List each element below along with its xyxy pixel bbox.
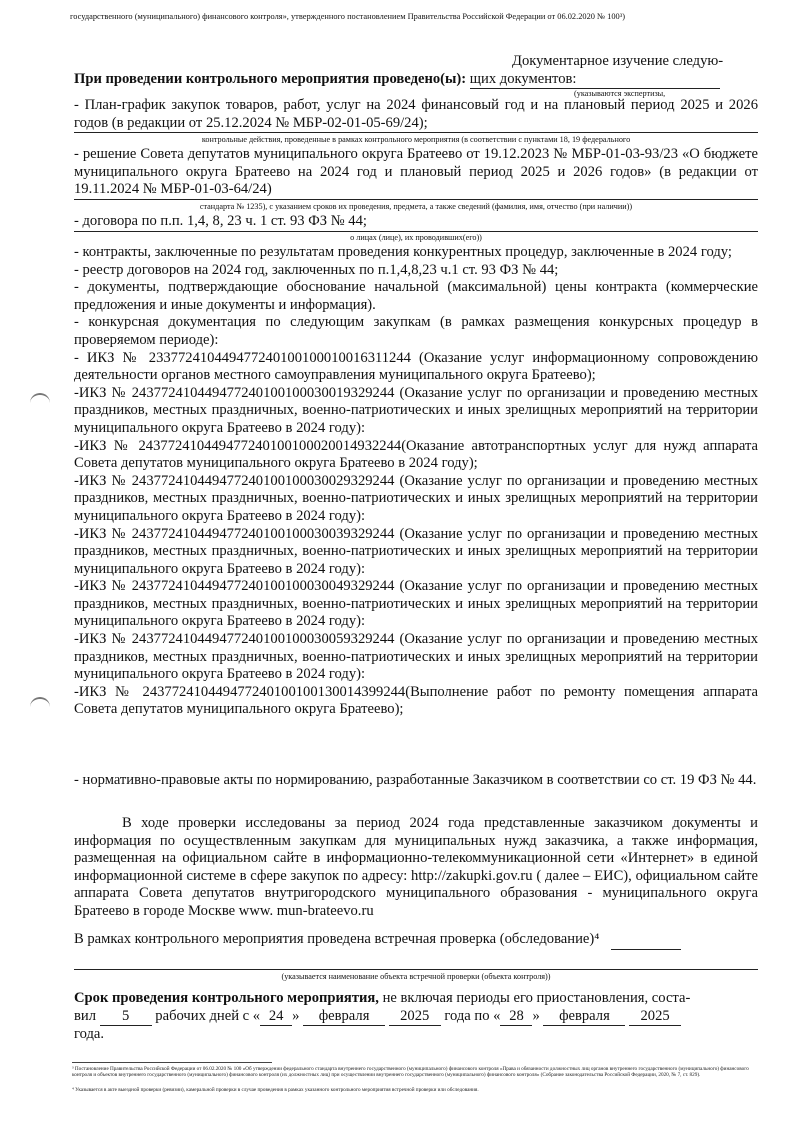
- hint-control-actions: контрольные действия, проведенные в рамках контрольного мероприятия (в соответствии с пунктами 18, 19 федерального: [201, 135, 631, 144]
- hint-expertise: (указываются экспертизы,: [574, 89, 666, 99]
- period-section: [74, 990, 758, 1044]
- period-days-text: рабочих дней с «: [155, 1007, 261, 1024]
- punch-hole-mark: [30, 697, 50, 709]
- intro-right-line1: Документарное изучение следую-: [512, 53, 724, 69]
- counter-check-text: В рамках контрольного мероприятия проведена встречная проверка (обследование)⁴: [74, 931, 600, 947]
- footnote-separator: [72, 1062, 272, 1063]
- period-from-day: 24: [260, 1008, 292, 1027]
- period-from-year: 2025: [389, 1008, 441, 1027]
- footnote-4: ⁴ Указывается в акте выездной проверки (ревизии), камеральной проверки в случае проведения в рамках указанного контрольного мероприятия встречной проверки или обследования.: [72, 1087, 479, 1093]
- item-plan-schedule: - План-график закупок товаров, работ, услуг на 2024 финансовый год и на плановый период 2025 и 2026 годов (в редакции от 25.12.2024 № МБР-02-01-05-69/24);: [74, 97, 758, 133]
- period-rest: не включая периоды его приостановления, соста-: [378, 990, 691, 1006]
- period-vil: вил: [74, 1007, 96, 1024]
- list-item: - конкурсная документация по следующим закупкам (в рамках размещения конкурсных процедур в проверяемом периоде):: [74, 314, 758, 348]
- list-item: -ИКЗ № 243772410449477240100100130014399244(Выполнение работ по ремонту помещения аппарата Совета депутатов муниципального округа Братеево);: [74, 683, 758, 718]
- list-item: - контракты, заключенные по результатам проведения конкурентных процедур, заключенные в 2024 году;: [74, 244, 732, 260]
- list-item: -ИКЗ № 243772410449477240100100030059329244 (Оказание услуг по организации и проведению местных праздников, местных праздничных, военно-патриотических и иных зрелищных мероприятий на территории муниципального округа Братеево в 2024 году):: [74, 631, 758, 683]
- item-contracts-93: - договора по п.п. 1,4, 8, 23 ч. 1 ст. 93 ФЗ № 44;: [74, 213, 758, 232]
- counter-check-line: [74, 931, 758, 950]
- list-item: - реестр договоров на 2024 год, заключенных по п.1,4,8,23 ч.1 ст. 93 ФЗ № 44;: [74, 261, 559, 278]
- period-end: года.: [74, 1026, 105, 1043]
- punch-hole-mark: [30, 393, 50, 405]
- hint-standard: стандарта № 1235), с указанием сроков их проведения, предмета, а также сведений (фамилия, имя, отчество (при наличии)): [199, 202, 633, 211]
- hint-persons: о лицах (лице), их проводивших(его)): [350, 233, 482, 242]
- period-to-month: февраля: [543, 1008, 625, 1027]
- intro-right-line2: щих документов:: [470, 71, 720, 90]
- hint-counter-object: (указывается наименование объекта встречной проверки (объекта контроля)): [281, 972, 551, 981]
- period-line2: [74, 1008, 758, 1027]
- period-bold: Срок проведения контрольного мероприятия,: [74, 990, 379, 1006]
- period-line1: [74, 990, 758, 1008]
- list-item: - документы, подтверждающие обоснование начальной (максимальной) цены контракта (коммерческие предложения и иные документы и информация).: [74, 279, 758, 313]
- period-quote1: »: [292, 1007, 300, 1024]
- normative-acts: - нормативно-правовые акты по нормированию, разработанные Заказчиком в соответствии со ст. 19 ФЗ № 44.: [74, 772, 757, 788]
- intro-line2: [74, 71, 758, 90]
- period-from-month: февраля: [303, 1008, 385, 1027]
- footnote-3: ³ Постановление Правительства Российской Федерации от 06.02.2020 № 100 «Об утверждении федерального стандарта внутреннего государственного (муниципального) финансового контроля «Права и обязанности должностных лиц органов внутреннего государственного (муниципального) финансового контроля и объектов внутреннего государственного (муниципального) финансового контроля (их должностных лиц) при осуществлении внутреннего государственного (муниципального) финансового контроля» (Собрание законодательства Российской Федерации, 2020, № 7, ст. 829).: [72, 1066, 749, 1079]
- list-item: -ИКЗ № 243772410449477240100100030029329244 (Оказание услуг по организации и проведению местных праздников, местных праздничных, военно-патриотических и иных зрелищных мероприятий на территории муниципального округа Братеево в 2024 году):: [74, 472, 758, 524]
- list-item: - ИКЗ № 233772410449477240100100010016311244 (Оказание услуг информационному сопровождению деятельности органов местного самоуправления муниципального округа Братеево);: [74, 349, 758, 384]
- main-paragraph: В ходе проверки исследованы за период 2024 года представленные заказчиком документы и информация по осуществленным закупкам для муниципальных нужд заказчика, а также информация, размещенная на официальном сайте в информационно-телекоммуникационной сети «Интернет» в единой информационной системе в сфере закупок по адресу: http://zakupki.gov.ru ( далее – ЕИС), официальном сайте аппарата Совета депутатов внутригородского муниципального образования - муниципального округа Братеево в городе Москве www. mun-brateevo.ru: [74, 815, 758, 919]
- counter-check-object-line: [74, 957, 758, 970]
- intro-bold-label: При проведении контрольного мероприятия проведено(ы):: [74, 70, 467, 87]
- period-to-day: 28: [500, 1008, 532, 1027]
- period-mid: года по «: [444, 1007, 501, 1024]
- period-quote2: »: [532, 1007, 540, 1024]
- period-days: 5: [100, 1008, 152, 1027]
- header-line: государственного (муниципального) финансового контроля», утвержденного постановлением Правительства Российской Федерации от 06.02.2020 № 100³): [70, 12, 625, 21]
- counter-check-blank: [611, 931, 681, 950]
- intro-section: [74, 53, 758, 98]
- documents-list: [74, 244, 758, 719]
- period-to-year: 2025: [629, 1008, 681, 1027]
- item-council-decision: - решение Совета депутатов муниципального округа Братеево от 19.12.2023 № МБР-01-03-93/23 «О бюджете муниципального округа Братеево на 2024 год и плановый период 2025 и 2026 годов» (в редакции от 19.11.2024 № МБР-01-03-64/24): [74, 146, 758, 200]
- list-item: -ИКЗ № 243772410449477240100100030039329244 (Оказание услуг по организации и проведению местных праздников, местных праздничных, военно-патриотических и иных зрелищных мероприятий на территории муниципального округа Братеево в 2024 году):: [74, 525, 758, 577]
- list-item: -ИКЗ № 243772410449477240100100020014932244(Оказание автотранспортных услуг для нужд аппарата Совета депутатов муниципального округа Братеево в 2024 году);: [74, 437, 758, 472]
- list-item: -ИКЗ № 243772410449477240100100030019329244 (Оказание услуг по организации и проведению местных праздников, местных праздничных, военно-патриотических и иных зрелищных мероприятий на территории муниципального округа Братеево в 2024 году):: [74, 384, 758, 436]
- list-item: -ИКЗ № 243772410449477240100100030049329244 (Оказание услуг по организации и проведению местных праздников, местных праздничных, военно-патриотических и иных зрелищных мероприятий на территории муниципального округа Братеево в 2024 году):: [74, 578, 758, 630]
